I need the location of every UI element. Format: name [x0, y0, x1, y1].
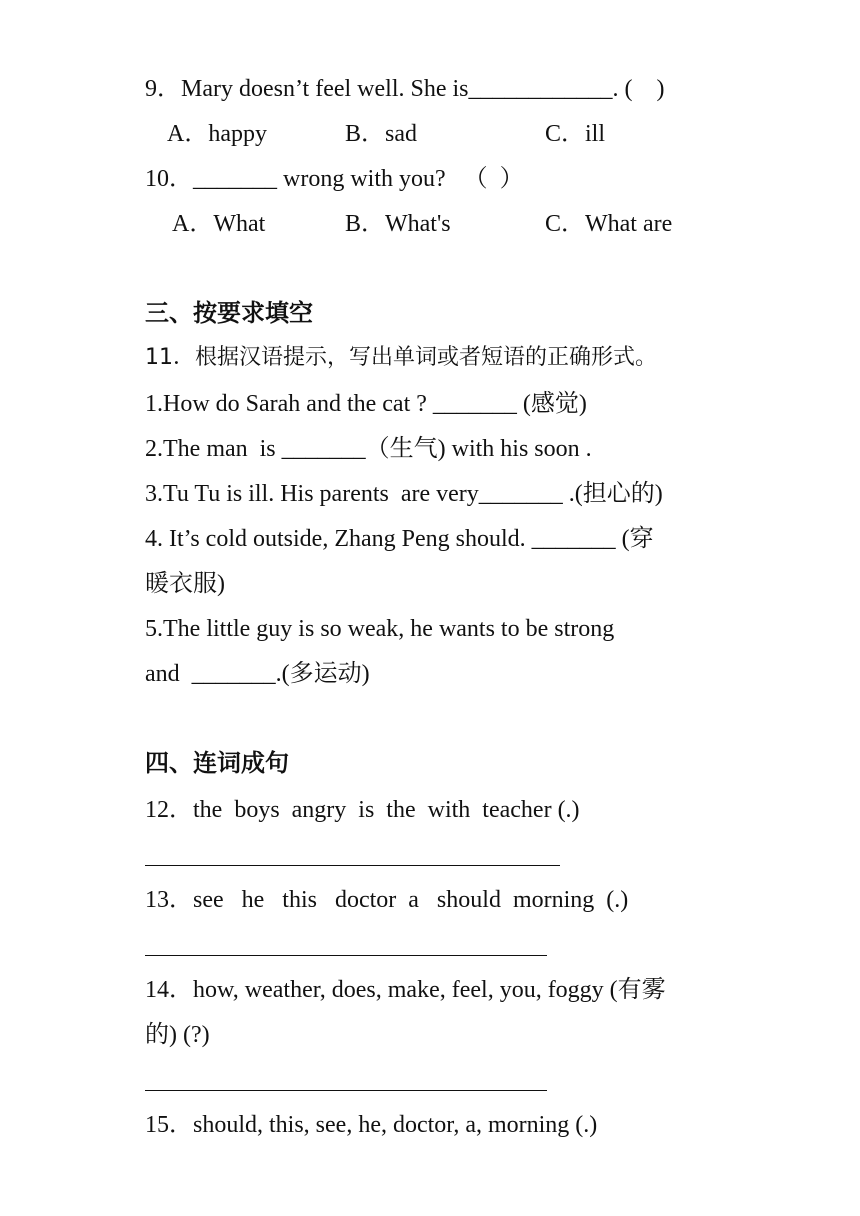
question-10-option-c: C．What are	[545, 211, 673, 237]
order-item-14-continued: 的) (?)	[145, 1022, 210, 1048]
order-item-12: 12．the boys angry is the with teacher (.)	[145, 797, 580, 823]
question-9-stem: 9．Mary doesn’t feel well. She is____________. ( )	[145, 76, 665, 102]
fill-item-3: 3.Tu Tu is ill. His parents are very_______ .(担心的)	[145, 481, 663, 507]
section-4-heading: 四、连词成句	[145, 749, 289, 777]
order-item-15: 15．should, this, see, he, doctor, a, morning (.)	[145, 1112, 598, 1138]
fill-item-5-continued: and _______.(多运动)	[145, 661, 370, 687]
question-10-option-b: B．What's	[345, 211, 451, 237]
section-3-instruction: 11．根据汉语提示，写出单词或者短语的正确形式。	[145, 345, 657, 370]
fill-item-4: 4. It’s cold outside, Zhang Peng should. _______ (穿	[145, 526, 654, 552]
answer-line-13[interactable]	[145, 955, 547, 956]
question-9-option-c: C．ill	[545, 121, 606, 147]
order-item-13: 13．see he this doctor a should morning (.)	[145, 887, 629, 913]
fill-item-1: 1.How do Sarah and the cat ? _______ (感觉)	[145, 391, 587, 417]
question-9-option-a: A．happy	[167, 121, 267, 147]
question-10-option-a: A．What	[172, 211, 266, 237]
question-9-option-b: B．sad	[345, 121, 417, 147]
fill-item-5: 5.The little guy is so weak, he wants to be strong	[145, 616, 615, 642]
section-3-heading: 三、按要求填空	[145, 299, 313, 327]
fill-item-4-continued: 暖衣服)	[145, 571, 225, 597]
answer-line-12[interactable]	[145, 865, 560, 866]
order-item-14: 14．how, weather, does, make, feel, you, foggy (有雾	[145, 977, 666, 1003]
fill-item-2: 2.The man is _______（生气) with his soon .	[145, 436, 592, 462]
answer-line-14[interactable]	[145, 1090, 547, 1091]
question-10-stem: 10．_______ wrong with you? （ ）	[145, 166, 524, 192]
